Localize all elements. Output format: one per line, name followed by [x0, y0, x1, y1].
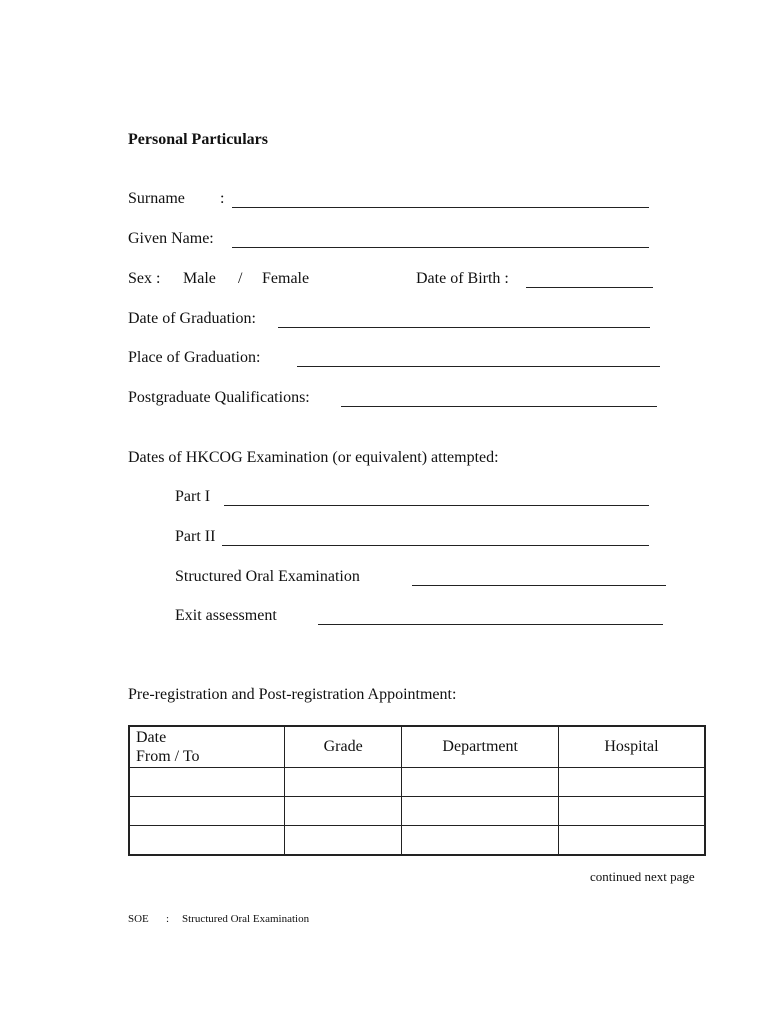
table-header-row [129, 726, 705, 768]
graduation-place-label: Place of Graduation: [128, 349, 261, 366]
table-cell-grade[interactable] [284, 826, 402, 856]
part2-field[interactable] [222, 545, 649, 546]
part1-label: Part I [175, 488, 211, 505]
col-date-line2: From / To [136, 748, 200, 765]
dob-field[interactable] [526, 287, 653, 288]
footnote-meaning: Structured Oral Examination [182, 913, 310, 925]
surname-field[interactable] [232, 207, 649, 208]
appointments-table [128, 725, 706, 856]
postgrad-field[interactable] [341, 406, 657, 407]
exit-label: Exit assessment [175, 607, 277, 624]
footnote-colon: : [166, 913, 170, 925]
dob-label: Date of Birth : [416, 270, 509, 287]
postgrad-label: Postgraduate Qualifications: [128, 389, 310, 406]
graduation-date-label: Date of Graduation: [128, 310, 256, 327]
section-title: Personal Particulars [128, 131, 268, 148]
table-cell-department[interactable] [402, 768, 559, 797]
table-cell-department[interactable] [402, 797, 559, 826]
graduation-place-field[interactable] [297, 366, 660, 367]
part1-field[interactable] [224, 505, 649, 506]
table-row [129, 768, 705, 797]
footnote-abbr: SOE [128, 913, 149, 925]
soe-field[interactable] [412, 585, 666, 586]
graduation-date-field[interactable] [278, 327, 650, 328]
appointments-heading: Pre-registration and Post-registration Appointment: [128, 686, 457, 703]
col-hospital-header: Hospital [558, 726, 705, 768]
sex-label: Sex : [128, 270, 161, 287]
col-date-line1: Date [136, 729, 167, 746]
table-cell-hospital[interactable] [558, 826, 705, 856]
surname-colon: : [220, 190, 225, 207]
part2-label: Part II [175, 528, 216, 545]
table-cell-date[interactable] [129, 768, 284, 797]
table-row [129, 826, 705, 856]
table-cell-department[interactable] [402, 826, 559, 856]
table-cell-hospital[interactable] [558, 797, 705, 826]
table-row [129, 797, 705, 826]
sex-separator: / [238, 270, 243, 287]
exit-field[interactable] [318, 624, 663, 625]
given-name-field[interactable] [232, 247, 649, 248]
surname-label: Surname [128, 190, 185, 207]
female-option[interactable]: Female [262, 270, 310, 287]
col-department-header: Department [402, 726, 559, 768]
table-cell-hospital[interactable] [558, 768, 705, 797]
given-name-label: Given Name: [128, 230, 214, 247]
male-option[interactable]: Male [183, 270, 216, 287]
continued-note: continued next page [590, 869, 695, 884]
table-cell-date[interactable] [129, 797, 284, 826]
table-cell-date[interactable] [129, 826, 284, 856]
table-cell-grade[interactable] [284, 797, 402, 826]
col-grade-header: Grade [284, 726, 402, 768]
soe-label: Structured Oral Examination [175, 568, 360, 585]
col-date-header [129, 726, 284, 768]
table-cell-grade[interactable] [284, 768, 402, 797]
exam-heading: Dates of HKCOG Examination (or equivalent) attempted: [128, 449, 499, 466]
